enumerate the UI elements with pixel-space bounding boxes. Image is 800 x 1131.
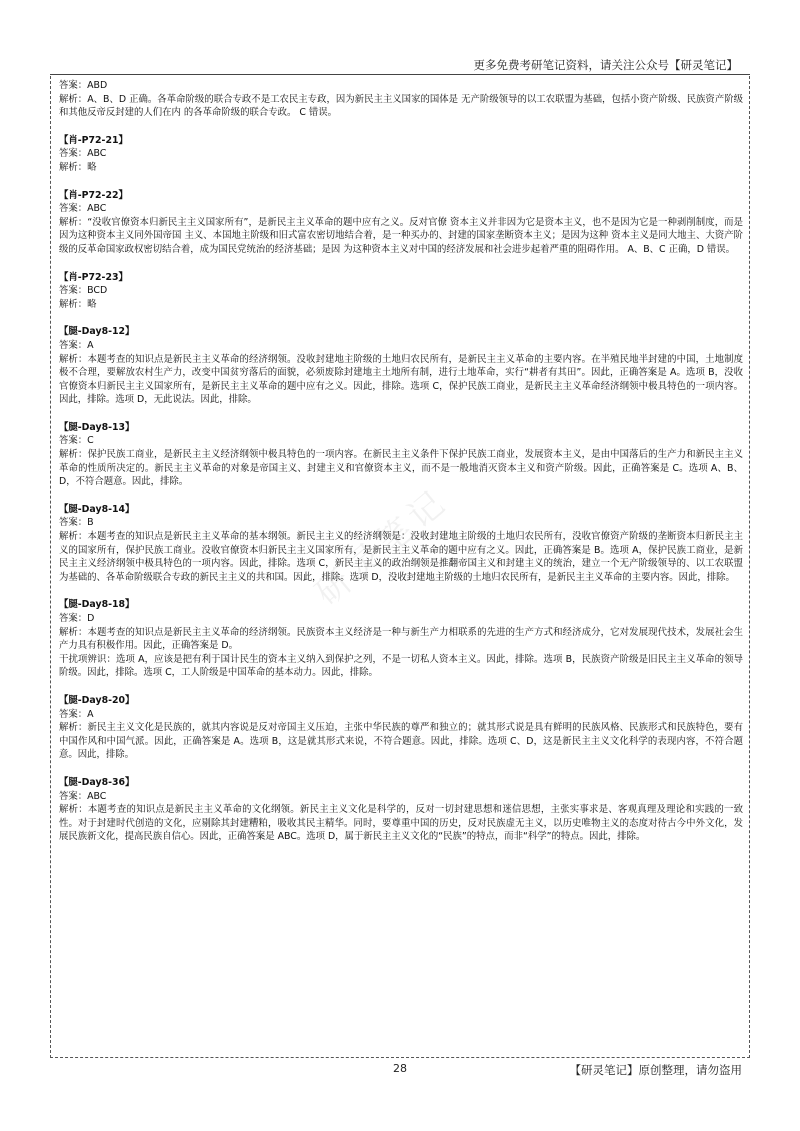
header-note: 更多免费考研笔记资料，请关注公众号【研灵笔记】 [473, 58, 738, 72]
analysis-text: 解析：保护民族工商业，是新民主主义经济纲领中极具特色的一项内容。在新民主主义条件下保护民族工商业，发展资本主义，是由中国落后的生产力和新民主主义革命的性质所决定的。新民主主义革命的对象是帝国主义、封建主义和官僚资本主义，而不是一般地消灭资本主义和资产阶级。因此，正确答案是 C。选项 A、B、D，不符合题意。因此，排除。 [59, 449, 743, 488]
page-number: 28 [393, 1062, 407, 1075]
analysis-text: 解析：略 [59, 298, 97, 310]
analysis-text: 解析：A、B、D 正确。各革命阶级的联合专政不是工农民主专政，因为新民主主义国家的国体是 无产阶级领导的以工农联盟为基础，包括小资产阶级、民族资产阶级和其他反帝反封建的人们在内 的各革命阶级的联合专政。 C 错误。 [59, 93, 743, 119]
distractor-analysis-text: 干扰项辨识：选项 A，应该是把有利于国计民生的资本主义纳入到保护之列，不是一切私人资本主义。因此，排除。选项 B，民族资产阶级是旧民主主义革命的领导阶级。因此，排除。选项 C，工人阶级是中国革命的基本动力。因此，排除。 [59, 653, 743, 679]
question-block [59, 189, 743, 257]
question-block [59, 79, 743, 120]
question-title: 【腿-Day8-13】 [59, 421, 135, 433]
answer-line: 答案：ABC [59, 148, 107, 160]
footer-note: 【研灵笔记】原创整理，请勿盗用 [569, 1063, 742, 1077]
watermark: 研灵笔记 [308, 480, 457, 614]
question-title: 【肖-P72-23】 [59, 271, 128, 283]
answer-line: 答案：ABD [59, 80, 108, 91]
analysis-text: 解析：“没收官僚资本归新民主主义国家所有”，是新民主主义革命的题中应有之义。反对官僚 资本主义并非因为它是资本主义，也不是因为它是一种剥削制度，而是因为这种资本主义同外国帝国 主义、本国地主阶级和旧式富农密切地结合着，是一种买办的、封建的国家垄断资本主义；是因为这种 资本主义是同大地主、大资产阶级的反革命国家政权密切结合着，成为国民党统治的经济基础；是因 为这种资本主义对中国的经济发展和社会进步起着严重的阻碍作用。 A、B、C 正确，D 错误。 [59, 216, 743, 255]
answer-line: 答案：A [59, 339, 94, 351]
question-block [59, 421, 743, 489]
answer-line: 答案：A [59, 708, 94, 720]
question-title: 【肖-P72-21】 [59, 134, 128, 146]
answer-line: 答案：B [59, 517, 94, 529]
question-block [59, 134, 743, 175]
question-block [59, 325, 743, 407]
question-title: 【腿-Day8-14】 [59, 503, 135, 515]
question-block [59, 694, 743, 762]
question-list [59, 79, 743, 858]
analysis-text: 解析：新民主主义文化是民族的，就其内容说是反对帝国主义压迫，主张中华民族的尊严和独立的；就其形式说是具有鲜明的民族风格、民族形式和民族特色，要有中国作风和中国气派。因此，正确答案是 A。选项 B，这是就其形式来说，不符合题意。因此，排除。选项 C、D，这是新民主主义文化科学的表现内容，不符合题意。因此，排除。 [59, 722, 743, 761]
analysis-text: 解析：略 [59, 161, 97, 173]
analysis-text: 解析：本题考查的知识点是新民主主义革命的经济纲领。没收封建地主阶级的土地归农民所有，是新民主主义革命的主要内容。在半殖民地半封建的中国，土地制度极不合理，要解放农村生产力，改变中国贫穷落后的面貌，必须废除封建地主土地所有制，进行土地革命，实行“耕者有其田”。因此，正确答案是 A。选项 B，没收官僚资本归新民主主义国家所有，是新民主主义革命的题中应有之义。因此，排除。选项 C，保护民族工商业，是新民主主义革命经济纲领中极具特色的一项内容。因此，排除。选项 D，无此说法。因此，排除。 [59, 353, 743, 406]
question-block [59, 503, 743, 585]
analysis-text: 解析：本题考查的知识点是新民主主义革命的经济纲领。民族资本主义经济是一种与新生产力相联系的先进的生产方式和经济成分，它对发展现代技术，发展社会生产力具有积极作用。因此，正确答案是 D。 [59, 626, 743, 652]
question-block [59, 598, 743, 680]
answer-line: 答案：ABC [59, 790, 107, 802]
answer-line: 答案：C [59, 435, 94, 447]
answer-line: 答案：D [59, 613, 95, 624]
question-title: 【腿-Day8-18】 [59, 599, 135, 611]
question-title: 【肖-P72-22】 [59, 189, 128, 201]
answer-line: 答案：ABC [59, 203, 107, 215]
answer-line: 答案：BCD [59, 285, 108, 297]
question-title: 【腿-Day8-36】 [59, 776, 135, 788]
question-title: 【腿-Day8-12】 [59, 326, 135, 338]
question-title: 【腿-Day8-20】 [59, 694, 135, 706]
analysis-text: 解析：本题考查的知识点是新民主主义革命的基本纲领。新民主主义的经济纲领是：没收封建地主阶级的土地归农民所有，没收官僚资产阶级的垄断资本归新民主主义的国家所有，保护民族工商业。没收官僚资本归新民主主义国家所有，是新民主主义革命的题中应有之义。因此，正确答案是 B。选项 A，保护民族工商业，是新民主主义经济纲领中极具特色的一项内容。因此，排除。选项 C，新民主主义的政治纲领是推翻帝国主义和封建主义的统治，建立一个无产阶级领导的、以工农联盟为基础的、各革命阶级联合专政的新民主主义的共和国。因此，排除。选项 D，没收封建地主阶级的土地归农民所有，是新民主主义革命的主要内容。因此，排除。 [59, 531, 743, 583]
question-block [59, 776, 743, 844]
question-block [59, 271, 743, 312]
analysis-text: 解析：本题考查的知识点是新民主主义革命的文化纲领。新民主主义文化是科学的，反对一切封建思想和迷信思想，主张实事求是、客观真理及理论和实践的一致性。对于封建时代创造的文化，应剔除其封建糟粕，吸收其民主精华。同时，要尊重中国的历史，反对民族虚无主义，以历史唯物主义的态度对待古今中外文化，发展民族新文化，提高民族自信心。因此，正确答案是 ABC。选项 D，属于新民主主义文化的“民族”的特点，而非“科学”的特点。因此，排除。 [59, 804, 743, 843]
header-divider [50, 74, 750, 75]
